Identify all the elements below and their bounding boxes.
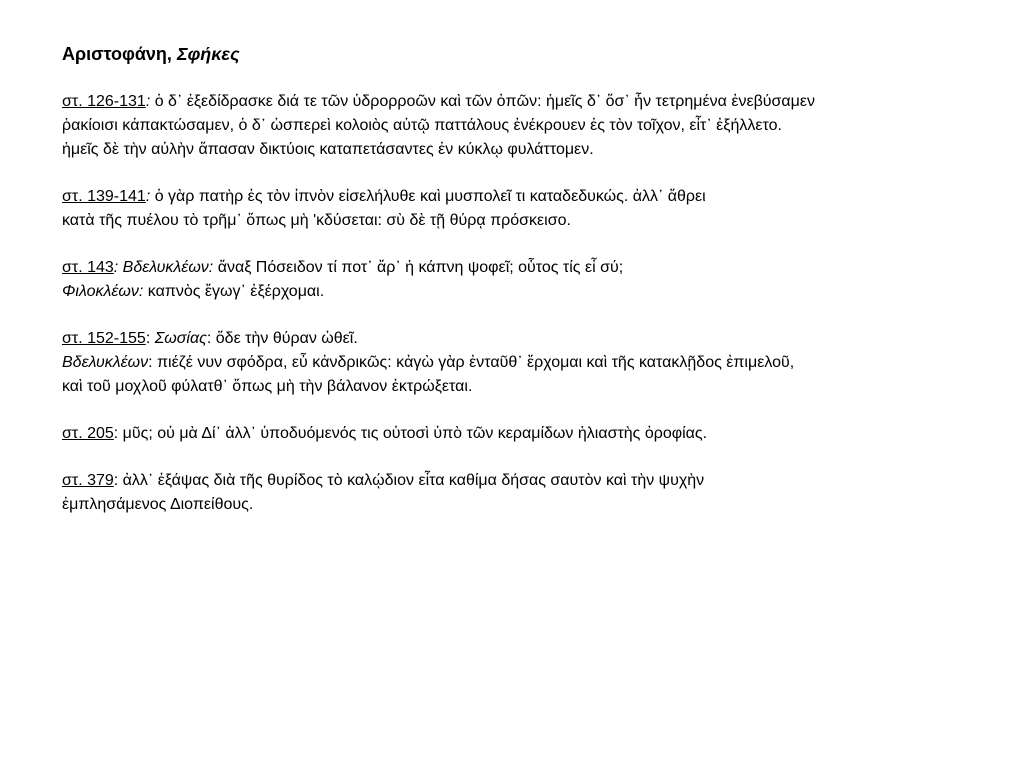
speaker-name: Βδελυκλέων xyxy=(62,354,149,371)
verse-reference: στ. 126-131 xyxy=(62,93,146,110)
passage-line xyxy=(62,422,1002,446)
passage-text: ὁ γὰρ πατὴρ ἐς τὸν ἰπνὸν εἰσελήλυθε καὶ μυσπολεῖ τι καταδεδυκώς. ἀλλ᾽ ἄθρει xyxy=(150,188,706,205)
slide-content xyxy=(62,42,1002,540)
passage-line: ἡμεῖς δὲ τὴν αὐλὴν ἅπασαν δικτύοις καταπετάσαντες ἐν κύκλῳ φυλάττομεν. xyxy=(62,141,594,158)
passage-152-155 xyxy=(62,327,1002,399)
verse-reference: στ. 205 xyxy=(62,425,114,442)
reference-separator: : xyxy=(145,188,151,205)
passage-line xyxy=(62,327,1002,351)
passage-text: ὁ δ᾽ ἐξεδίδρασκε διά τε τῶν ὑδρορροῶν καὶ τῶν ὀπῶν: ἡμεῖς δ᾽ ὅσ᾽ ἦν τετρημένα ἐνεβύσαμεν xyxy=(150,93,816,110)
passage-line: καὶ τοῦ μοχλοῦ φύλατθ᾽ ὅπως μὴ τὴν βάλανον ἐκτρώξεται. xyxy=(62,378,473,395)
passage-line xyxy=(62,469,1002,493)
speaker-name: Σωσίας xyxy=(154,330,207,347)
passage-line xyxy=(62,185,1002,209)
title-author: Αριστοφάνη, xyxy=(62,44,177,64)
passage-line: κατὰ τῆς πυέλου τὸ τρῆμ᾽ ὅπως μὴ 'κδύσεται: σὺ δὲ τῇ θύρᾳ πρόσκεισο. xyxy=(62,212,571,229)
verse-reference: στ. 139-141 xyxy=(62,188,146,205)
passage-line xyxy=(62,351,1002,375)
passage-line xyxy=(62,280,1002,304)
passage-line xyxy=(62,90,1002,114)
passage-205 xyxy=(62,422,1002,446)
passage-text: ἄναξ Πόσειδον τί ποτ᾽ ἄρ᾽ ἡ κάπνη ψοφεῖ; οὗτος τίς εἶ σύ; xyxy=(213,259,624,276)
passage-379 xyxy=(62,469,1002,517)
passage-line: ἐμπλησάμενος Διοπείθους. xyxy=(62,496,254,513)
passage-line xyxy=(62,256,1002,280)
speaker-name: Βδελυκλέων: xyxy=(118,259,214,276)
passage-text: : ἀλλ᾽ ἐξάψας διὰ τῆς θυρίδος τὸ καλῴδιον εἶτα καθίμα δήσας σαυτὸν καὶ τὴν ψυχὴν xyxy=(113,472,705,489)
passage-143 xyxy=(62,256,1002,304)
passage-126-131 xyxy=(62,90,1002,162)
passage-line: ῥακίοισι κἀπακτώσαμεν, ὁ δ᾽ ὡσπερεὶ κολοιὸς αὑτῷ παττάλους ἐνέκρουεν ἐς τὸν τοῖχον, εἶτ᾽ ἐξήλλετο. xyxy=(62,117,782,134)
passage-139-141 xyxy=(62,185,1002,233)
title-work: Σφήκες xyxy=(176,44,240,64)
speaker-name: Φιλοκλέων: xyxy=(62,283,144,300)
passage-text: : πιέζέ νυν σφόδρα, εὖ κἀνδρικῶς: κἀγὼ γὰρ ἐνταῦθ᾽ ἔρχομαι καὶ τῆς κατακλῇδος ἐπιμελοῦ, xyxy=(148,354,795,371)
verse-reference: στ. 143 xyxy=(62,259,114,276)
passage-text: καπνὸς ἔγωγ᾽ ἐξέρχομαι. xyxy=(143,283,325,300)
verse-reference: στ. 379 xyxy=(62,472,114,489)
passage-text: : μῦς; οὐ μὰ Δί᾽ ἀλλ᾽ ὑποδυόμενός τις οὑτοσὶ ὑπὸ τῶν κεραμίδων ἡλιαστὴς ὀροφίας. xyxy=(113,425,708,442)
passage-text: : ὅδε τὴν θύραν ὠθεῖ. xyxy=(206,330,358,347)
reference-separator: : xyxy=(145,330,155,347)
reference-separator: : xyxy=(145,93,151,110)
slide-title xyxy=(62,42,1002,66)
reference-separator: : xyxy=(113,259,119,276)
verse-reference: στ. 152-155 xyxy=(62,330,146,347)
